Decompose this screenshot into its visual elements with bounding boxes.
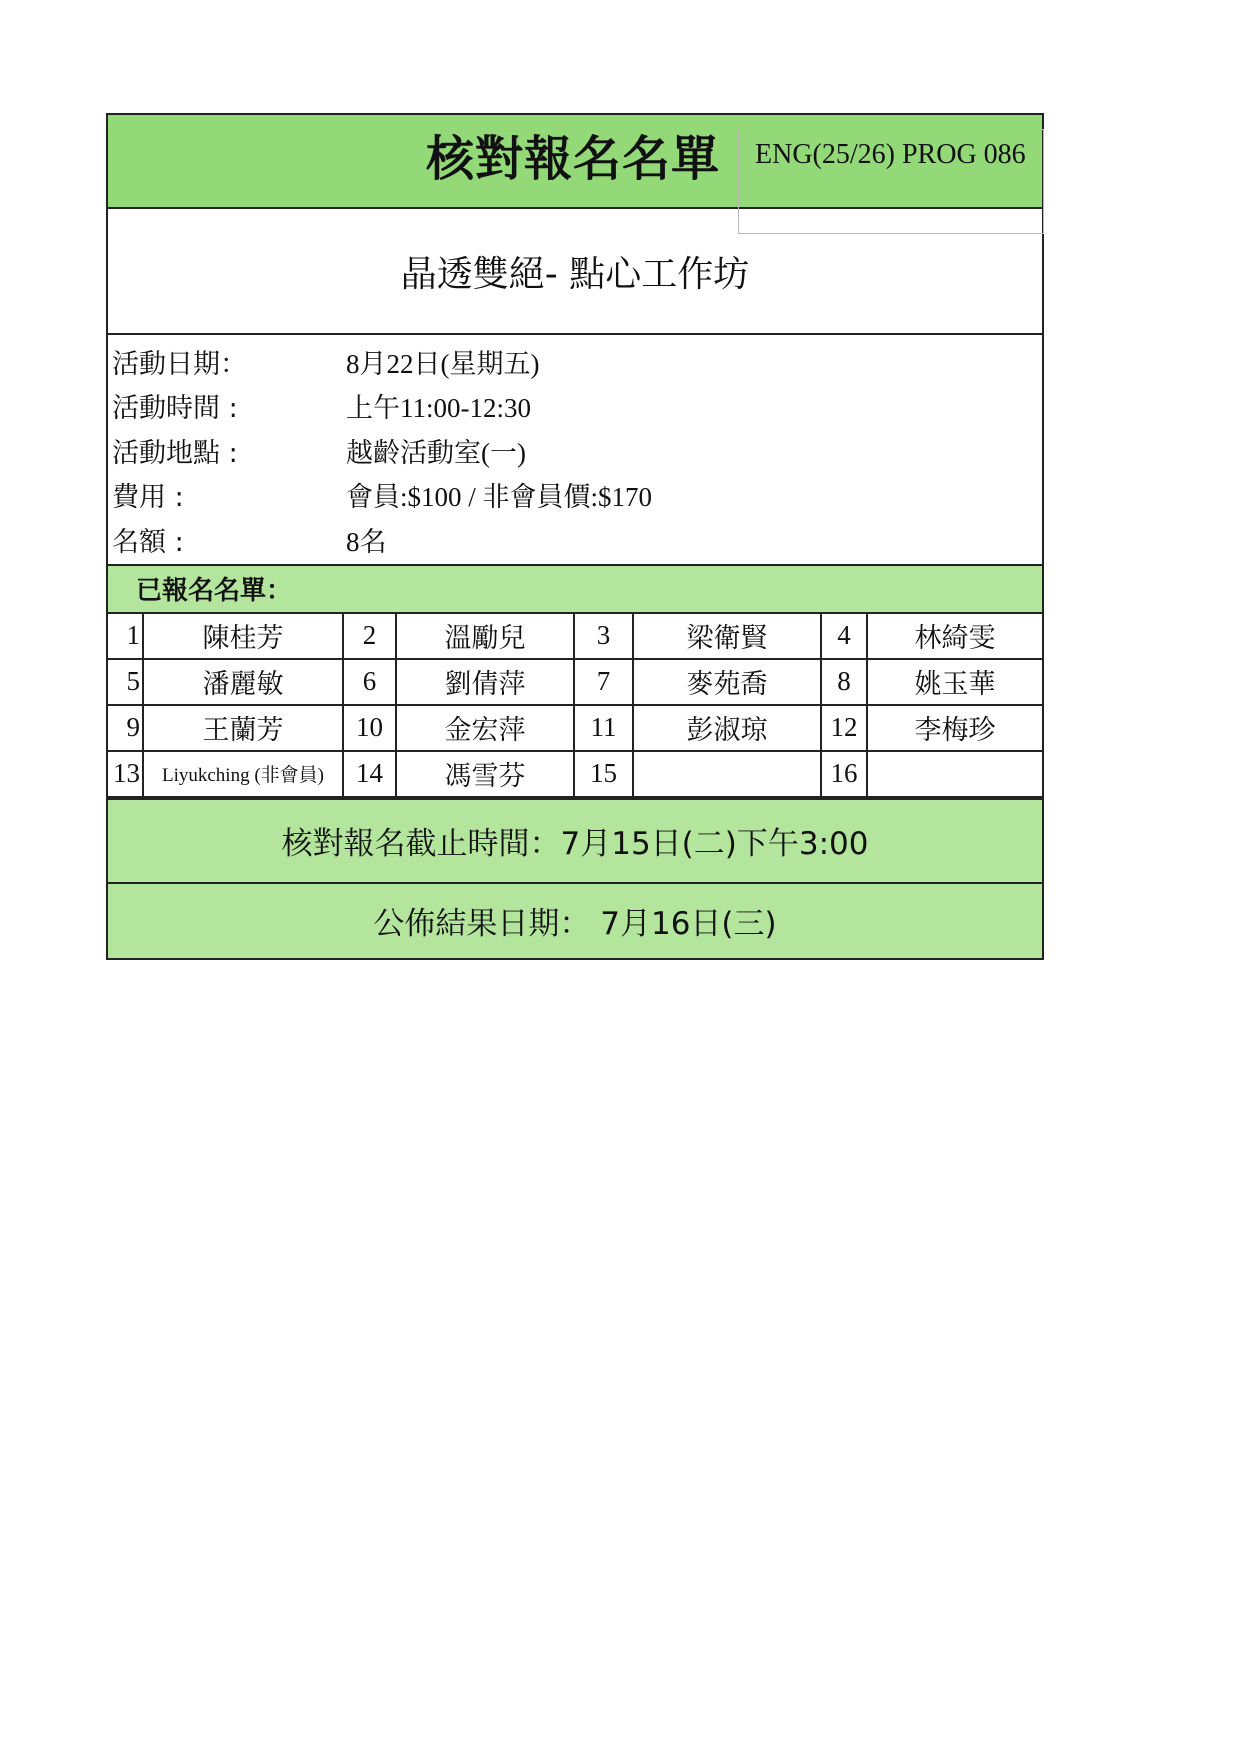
info-label: 活動日期： xyxy=(112,348,247,380)
table-row xyxy=(108,614,1042,659)
registrant-name: 李梅珍 xyxy=(867,705,1042,751)
info-value: 8名 xyxy=(346,526,387,557)
registrant-number: 7 xyxy=(574,659,633,705)
info-value: 越齡活動室(一) xyxy=(346,437,526,468)
registrant-name: Liyukching (非會員) xyxy=(143,751,343,797)
registrant-number: 12 xyxy=(821,705,867,751)
registrant-number: 8 xyxy=(821,659,867,705)
info-label: 名額 : xyxy=(112,526,184,558)
result-date-notice: 公佈結果日期： 7月16日(三) xyxy=(108,884,1042,958)
info-value: 上午11:00-12:30 xyxy=(346,393,531,424)
program-code: ENG(25/26) PROG 086 xyxy=(738,129,1044,234)
registrant-number: 14 xyxy=(343,751,396,797)
registered-list-heading: 已報名名單： xyxy=(108,564,1042,614)
info-row-date xyxy=(108,339,1042,384)
info-row-time xyxy=(108,384,1042,429)
registrant-name: 麥苑喬 xyxy=(633,659,821,705)
table-row xyxy=(108,659,1042,705)
table-row xyxy=(108,751,1042,797)
registrant-name: 金宏萍 xyxy=(396,705,574,751)
registrant-number: 5 xyxy=(108,659,143,705)
info-value: 8月22日(星期五) xyxy=(346,348,540,379)
registrant-name: 姚玉華 xyxy=(867,659,1042,705)
registrant-number: 4 xyxy=(821,614,867,659)
registrant-name: 彭淑琼 xyxy=(633,705,821,751)
registrant-number: 15 xyxy=(574,751,633,797)
page-title: 核對報名名單 xyxy=(426,131,721,187)
registrant-number: 6 xyxy=(343,659,396,705)
info-label: 活動地點 : xyxy=(112,437,238,469)
table-row xyxy=(108,705,1042,751)
registrant-name: 潘麗敏 xyxy=(143,659,343,705)
info-row-quota xyxy=(108,517,1042,562)
registrant-table xyxy=(108,614,1042,798)
registrant-name: 陳桂芳 xyxy=(143,614,343,659)
sheet-header xyxy=(108,115,1042,209)
registrant-name: 梁衛賢 xyxy=(633,614,821,659)
info-row-venue xyxy=(108,428,1042,473)
registration-sheet xyxy=(106,113,1044,960)
registrant-number: 11 xyxy=(574,705,633,751)
deadline-notice: 核對報名截止時間：7月15日(二)下午3:00 xyxy=(108,798,1042,884)
info-label: 活動時間 : xyxy=(112,393,238,425)
registrant-number: 16 xyxy=(821,751,867,797)
registrant-name: 王蘭芳 xyxy=(143,705,343,751)
registrant-number: 3 xyxy=(574,614,633,659)
registrant-number: 2 xyxy=(343,614,396,659)
registrant-name: 溫勵兒 xyxy=(396,614,574,659)
registrant-name: 馮雪芬 xyxy=(396,751,574,797)
event-name: 晶透雙絕- 點心工作坊 xyxy=(108,209,1042,335)
info-label: 費用 : xyxy=(112,482,184,514)
registrant-name xyxy=(867,751,1042,797)
info-row-fee xyxy=(108,473,1042,518)
registrant-number: 1 xyxy=(108,614,143,659)
registrant-number: 10 xyxy=(343,705,396,751)
info-value: 會員:$100 / 非會員價:$170 xyxy=(346,482,653,513)
event-info xyxy=(108,335,1042,564)
registrant-number: 13 xyxy=(108,751,143,797)
registrant-name xyxy=(633,751,821,797)
registrant-number: 9 xyxy=(108,705,143,751)
registrant-name: 林綺雯 xyxy=(867,614,1042,659)
registrant-name: 劉倩萍 xyxy=(396,659,574,705)
